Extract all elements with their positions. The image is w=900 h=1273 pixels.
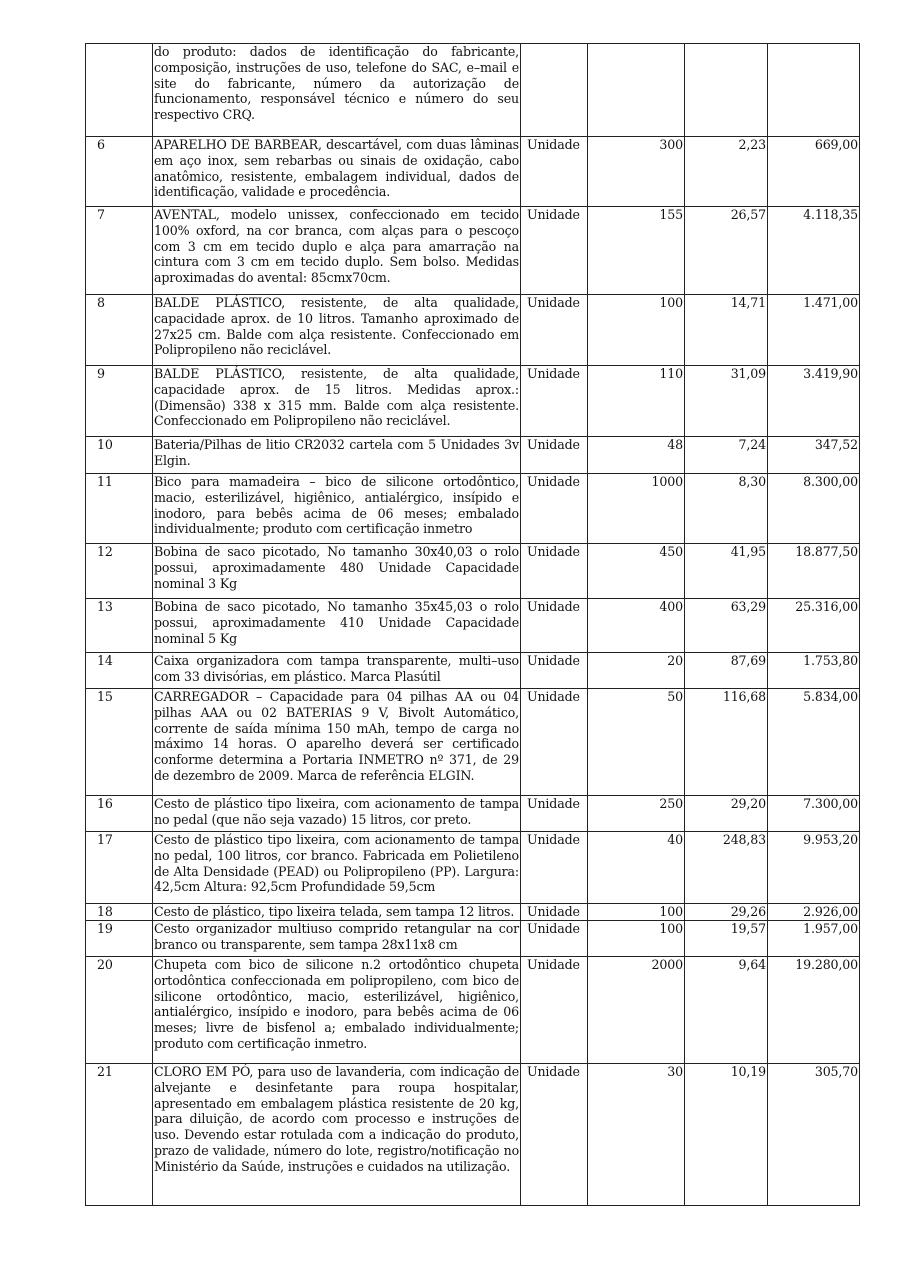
item-quantity: 110 xyxy=(588,366,685,437)
item-unit-price: 14,71 xyxy=(685,295,768,366)
item-quantity: 100 xyxy=(588,295,685,366)
item-number: 10 xyxy=(86,437,153,474)
item-description: Cesto de plástico tipo lixeira, com acionamento de tampa no pedal, 100 litros, cor branco. Fabricada em Polietileno de Alta Densidade (PEAD) ou Polipropileno (PP). Largura: 42,5cm Altura: 92,5cm Profundidade 59,5cm xyxy=(153,832,521,904)
table-row xyxy=(86,921,860,957)
item-total: 1.957,00 xyxy=(768,921,860,957)
item-unit: Unidade xyxy=(521,437,588,474)
table-row xyxy=(86,295,860,366)
item-quantity: 100 xyxy=(588,921,685,957)
item-description: Bobina de saco picotado, No tamanho 35x45,03 o rolo possui, aproximadamente 410 Unidade Capacidade nominal 5 Kg xyxy=(153,599,521,653)
item-quantity: 250 xyxy=(588,796,685,832)
item-unit-price: 248,83 xyxy=(685,832,768,904)
item-number xyxy=(86,44,153,137)
item-description: Bobina de saco picotado, No tamanho 30x40,03 o rolo possui, aproximadamente 480 Unidade Capacidade nominal 3 Kg xyxy=(153,544,521,599)
item-number: 20 xyxy=(86,957,153,1064)
item-description: BALDE PLÁSTICO, resistente, de alta qualidade, capacidade aprox. de 15 litros. Medidas aprox.: (Dimensão) 338 x 315 mm. Balde com alça resistente. Confeccionado em Polipropileno não reciclável. xyxy=(153,366,521,437)
item-number: 9 xyxy=(86,366,153,437)
item-unit-price: 41,95 xyxy=(685,544,768,599)
document-page xyxy=(85,43,859,1206)
table-row xyxy=(86,137,860,207)
item-unit: Unidade xyxy=(521,295,588,366)
item-number: 7 xyxy=(86,207,153,295)
item-unit: Unidade xyxy=(521,832,588,904)
table-row xyxy=(86,366,860,437)
item-total: 25.316,00 xyxy=(768,599,860,653)
items-table xyxy=(85,43,860,1206)
item-unit: Unidade xyxy=(521,689,588,796)
table-row xyxy=(86,904,860,921)
item-unit-price: 10,19 xyxy=(685,1064,768,1206)
item-description: Chupeta com bico de silicone n.2 ortodôntico chupeta ortodôntica confeccionada em polipropileno, com bico de silicone ortodôntico, macio, esterilizável, higiênico, antialérgico, insípido e inodoro, para bebês acima de 06 meses; livre de bisfenol a; embalado individualmente; produto com certificação inmetro. xyxy=(153,957,521,1064)
item-total: 18.877,50 xyxy=(768,544,860,599)
item-unit: Unidade xyxy=(521,904,588,921)
item-unit-price: 29,26 xyxy=(685,904,768,921)
item-number: 6 xyxy=(86,137,153,207)
item-quantity: 100 xyxy=(588,904,685,921)
item-total: 7.300,00 xyxy=(768,796,860,832)
item-unit-price: 29,20 xyxy=(685,796,768,832)
item-description: Cesto de plástico, tipo lixeira telada, sem tampa 12 litros. xyxy=(153,904,521,921)
item-description: CARREGADOR – Capacidade para 04 pilhas AA ou 04 pilhas AAA ou 02 BATERIAS 9 V, Bivolt Automático, corrente de saída mínima 150 mAh, tempo de carga no máximo 14 horas. O aparelho deverá ser certificado conforme determina a Portaria INMETRO nº 371, de 29 de dezembro de 2009. Marca de referência ELGIN. xyxy=(153,689,521,796)
item-unit: Unidade xyxy=(521,921,588,957)
item-total: 5.834,00 xyxy=(768,689,860,796)
item-number: 8 xyxy=(86,295,153,366)
item-quantity: 20 xyxy=(588,653,685,689)
item-unit: Unidade xyxy=(521,544,588,599)
item-description: Cesto organizador multiuso comprido retangular na cor branco ou transparente, sem tampa 28x11x8 cm xyxy=(153,921,521,957)
item-quantity: 48 xyxy=(588,437,685,474)
item-quantity xyxy=(588,44,685,137)
table-row xyxy=(86,437,860,474)
table-row xyxy=(86,474,860,544)
item-unit: Unidade xyxy=(521,653,588,689)
table-row xyxy=(86,796,860,832)
item-description: Bateria/Pilhas de litio CR2032 cartela com 5 Unidades 3v Elgin. xyxy=(153,437,521,474)
item-total: 2.926,00 xyxy=(768,904,860,921)
item-total: 347,52 xyxy=(768,437,860,474)
item-unit-price: 8,30 xyxy=(685,474,768,544)
item-total: 1.471,00 xyxy=(768,295,860,366)
item-description: AVENTAL, modelo unissex, confeccionado em tecido 100% oxford, na cor branca, com alças para o pescoço com 3 cm em tecido duplo e alça para amarração na cintura com 3 cm em tecido duplo. Sem bolso. Medidas aproximadas do avental: 85cmx70cm. xyxy=(153,207,521,295)
item-description: Caixa organizadora com tampa transparente, multi–uso com 33 divisórias, em plástico. Marca Plasútil xyxy=(153,653,521,689)
items-table-body xyxy=(86,44,860,1206)
item-total: 4.118,35 xyxy=(768,207,860,295)
item-unit-price: 26,57 xyxy=(685,207,768,295)
item-unit: Unidade xyxy=(521,957,588,1064)
item-number: 13 xyxy=(86,599,153,653)
item-unit-price: 31,09 xyxy=(685,366,768,437)
item-quantity: 2000 xyxy=(588,957,685,1064)
item-quantity: 40 xyxy=(588,832,685,904)
item-total xyxy=(768,44,860,137)
item-unit-price: 2,23 xyxy=(685,137,768,207)
item-total: 8.300,00 xyxy=(768,474,860,544)
item-description: Cesto de plástico tipo lixeira, com acionamento de tampa no pedal (que não seja vazado) 15 litros, cor preto. xyxy=(153,796,521,832)
table-row xyxy=(86,207,860,295)
table-row xyxy=(86,44,860,137)
item-number: 14 xyxy=(86,653,153,689)
item-number: 11 xyxy=(86,474,153,544)
item-quantity: 450 xyxy=(588,544,685,599)
item-number: 19 xyxy=(86,921,153,957)
item-total: 305,70 xyxy=(768,1064,860,1206)
item-quantity: 155 xyxy=(588,207,685,295)
item-number: 21 xyxy=(86,1064,153,1206)
item-unit: Unidade xyxy=(521,474,588,544)
table-row xyxy=(86,544,860,599)
item-unit: Unidade xyxy=(521,207,588,295)
item-quantity: 1000 xyxy=(588,474,685,544)
item-unit-price: 87,69 xyxy=(685,653,768,689)
item-total: 1.753,80 xyxy=(768,653,860,689)
table-row xyxy=(86,689,860,796)
item-number: 15 xyxy=(86,689,153,796)
item-total: 3.419,90 xyxy=(768,366,860,437)
item-total: 9.953,20 xyxy=(768,832,860,904)
item-description: APARELHO DE BARBEAR, descartável, com duas lâminas em aço inox, sem rebarbas ou sinais de oxidação, cabo anatômico, resistente, embalagem individual, dados de identificação, validade e procedência. xyxy=(153,137,521,207)
item-number: 16 xyxy=(86,796,153,832)
item-total: 19.280,00 xyxy=(768,957,860,1064)
item-number: 12 xyxy=(86,544,153,599)
item-description: CLORO EM PÓ, para uso de lavanderia, com indicação de alvejante e desinfetante para roupa hospitalar, apresentado em embalagem plástica resistente de 20 kg, para diluição, de acordo com processo e instruções de uso. Devendo estar rotulada com a indicação do produto, prazo de validade, número do lote, registro/notificação no Ministério da Saúde, instruções e cuidados na utilização. xyxy=(153,1064,521,1206)
item-unit: Unidade xyxy=(521,137,588,207)
item-unit: Unidade xyxy=(521,599,588,653)
item-number: 17 xyxy=(86,832,153,904)
table-row xyxy=(86,957,860,1064)
item-unit-price: 19,57 xyxy=(685,921,768,957)
item-number: 18 xyxy=(86,904,153,921)
item-quantity: 30 xyxy=(588,1064,685,1206)
table-row xyxy=(86,1064,860,1206)
item-description: Bico para mamadeira – bico de silicone ortodôntico, macio, esterilizável, higiênico, antialérgico, insípido e inodoro, para bebês acima de 06 meses; embalado individualmente; produto com certificação inmetro xyxy=(153,474,521,544)
item-description: BALDE PLÁSTICO, resistente, de alta qualidade, capacidade aprox. de 10 litros. Tamanho aproximado de 27x25 cm. Balde com alça resistente. Confeccionado em Polipropileno não reciclável. xyxy=(153,295,521,366)
item-unit-price: 9,64 xyxy=(685,957,768,1064)
item-total: 669,00 xyxy=(768,137,860,207)
item-unit: Unidade xyxy=(521,796,588,832)
item-quantity: 300 xyxy=(588,137,685,207)
table-row xyxy=(86,599,860,653)
table-row xyxy=(86,653,860,689)
item-unit: Unidade xyxy=(521,366,588,437)
item-unit-price xyxy=(685,44,768,137)
item-unit: Unidade xyxy=(521,1064,588,1206)
item-quantity: 50 xyxy=(588,689,685,796)
table-row xyxy=(86,832,860,904)
item-description: do produto: dados de identificação do fabricante, composição, instruções de uso, telefone do SAC, e–mail e site do fabricante, número da autorização de funcionamento, responsável técnico e número do seu respectivo CRQ. xyxy=(153,44,521,137)
item-unit-price: 63,29 xyxy=(685,599,768,653)
item-unit xyxy=(521,44,588,137)
item-unit-price: 116,68 xyxy=(685,689,768,796)
item-quantity: 400 xyxy=(588,599,685,653)
item-unit-price: 7,24 xyxy=(685,437,768,474)
